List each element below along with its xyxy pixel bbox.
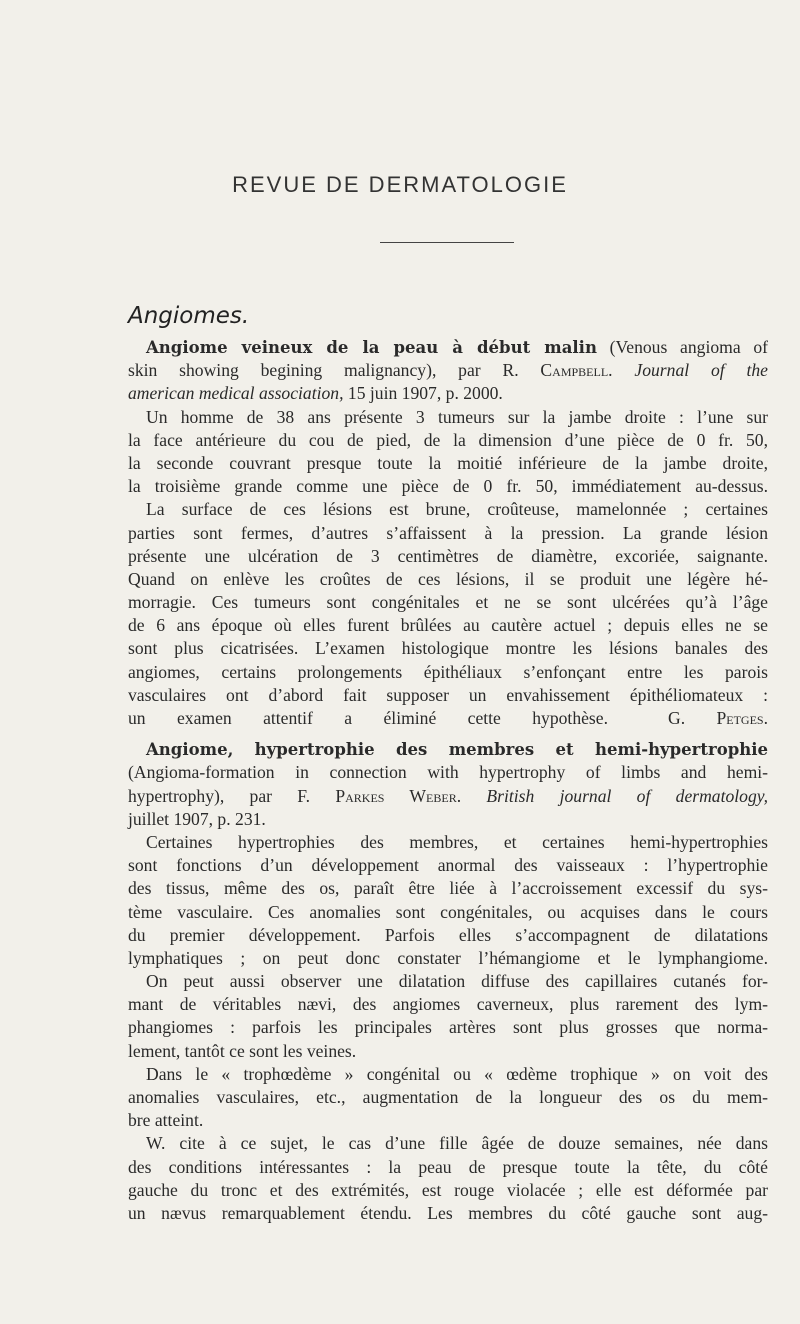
text-line: phangiomes : parfois les principales artères sont plus grosses que norma- <box>128 1017 768 1038</box>
article2-heading-line4: juillet 1907, p. 231. <box>128 808 266 829</box>
text-line: la seconde couvrant presque toute la moitié inférieure de la jambe droite, <box>128 452 768 473</box>
article1-author: Campbell <box>540 360 609 381</box>
text-line: de 6 ans époque où elles furent brûlées au cautère actuel ; depuis elles ne se <box>128 615 768 636</box>
text-line: tème vasculaire. Ces anomalies sont congénitales, ou acquises dans le cours <box>128 901 768 922</box>
text-line: du premier développement. Parfois elles s’accompagnent de dilatations <box>128 924 768 945</box>
text-line: anomalies vasculaires, etc., augmentation de la longueur des os du mem- <box>128 1087 768 1107</box>
article1-heading-line1 <box>128 336 768 359</box>
text-line: Certaines hypertrophies des membres, et certaines hemi-hypertrophies <box>146 831 768 852</box>
text-line: On peut aussi observer une dilatation diffuse des capillaires cutanés for- <box>146 971 768 992</box>
article1-journal: Journal of the <box>634 360 768 381</box>
text-line: angiomes, certains prolongements épithéliaux s’enfonçant entre les parois <box>128 661 768 682</box>
text-line: La surface de ces lésions est brune, croûteuse, mamelonnée ; certaines <box>146 499 768 520</box>
text-line: Quand on enlève les croûtes de ces lésions, il se produit une légère hé- <box>128 568 768 589</box>
text-line: la face antérieure du cou de pied, de la dimension d’une pièce de 0 fr. 50, <box>128 429 768 450</box>
text-line-with-signature: un examen attentif a éliminé cette hypothèse. G. Petges. <box>128 708 768 728</box>
text-line: sont fonctions d’un développement anormal des vaisseaux : l’hypertrophie <box>128 855 768 876</box>
text-line: Dans le « trophœdème » congénital ou « œdème trophique » on voit des <box>146 1063 768 1084</box>
text-line: W. cite à ce sujet, le cas d’une fille âgée de douze semaines, née dans <box>146 1133 768 1154</box>
article2-heading-line2: (Angioma-formation in connection with hypertrophy of limbs and hemi- <box>128 762 768 783</box>
article1-heading-line3: american medical association, 15 juin 1907, p. 2000. <box>128 383 503 404</box>
text-line: mant de véritables nævi, des angiomes caverneux, plus rarement des lym- <box>128 994 768 1015</box>
text-line: parties sont fermes, d’autres s’affaissent à la pression. La grande lésion <box>128 522 768 543</box>
article2-journal: British journal of dermatology, <box>486 785 768 806</box>
text-line: morragie. Ces tumeurs sont congénitales et ne se sont ulcérées qu’à l’âge <box>128 592 768 613</box>
text-line: sont plus cicatrisées. L’examen histologique montre les lésions banales des <box>128 638 768 659</box>
text-line: présente une ulcération de 3 centimètres de diamètre, excoriée, saignante. <box>128 545 768 566</box>
text-line: la troisième grande comme une pièce de 0 fr. 50, immédiatement au-dessus. <box>128 476 768 497</box>
text-line: bre atteint. <box>128 1110 204 1131</box>
article2-title: Angiome, hypertrophie des membres et hemi-hypertrophie <box>146 740 768 760</box>
article-body <box>128 336 768 1225</box>
article1-signature: G. Petges. <box>667 708 768 728</box>
text-line: des conditions intéressantes : la peau de presque toute la tête, du côté <box>128 1156 768 1177</box>
text-line: lymphatiques ; on peut donc constater l’hémangiome et le lymphangiome. <box>128 947 768 968</box>
article2-author: Parkes Weber <box>335 785 457 806</box>
running-title: REVUE DE DERMATOLOGIE <box>232 172 568 197</box>
text-line: gauche du tronc et des extrémités, est rouge violacée ; elle est déformée par <box>128 1179 768 1200</box>
article1-title: Angiome veineux de la peau à début malin <box>146 338 597 357</box>
section-title: Angiomes. <box>128 303 250 329</box>
article2-heading-line1 <box>128 738 768 761</box>
text-line: vasculaires ont d’abord fait supposer un envahissement épithéliomateux : <box>128 684 768 705</box>
text-line: lement, tantôt ce sont les veines. <box>128 1040 357 1061</box>
article1-heading-rest: (Venous angioma of <box>596 337 768 357</box>
article2-heading-line3: hypertrophy), par F. Parkes Weber. British journal of dermatology, <box>128 785 768 806</box>
text-line: un nævus remarquablement étendu. Les membres du côté gauche sont aug- <box>128 1202 768 1223</box>
article1-heading-line2: skin showing begining malignancy), par R. Campbell. Journal of the <box>128 360 768 381</box>
text-line: Un homme de 38 ans présente 3 tumeurs sur la jambe droite : l’une sur <box>146 406 768 427</box>
title-divider <box>380 242 514 243</box>
text-line: des tissus, même des os, paraît être liée à l’accroissement excessif du sys- <box>128 878 768 899</box>
